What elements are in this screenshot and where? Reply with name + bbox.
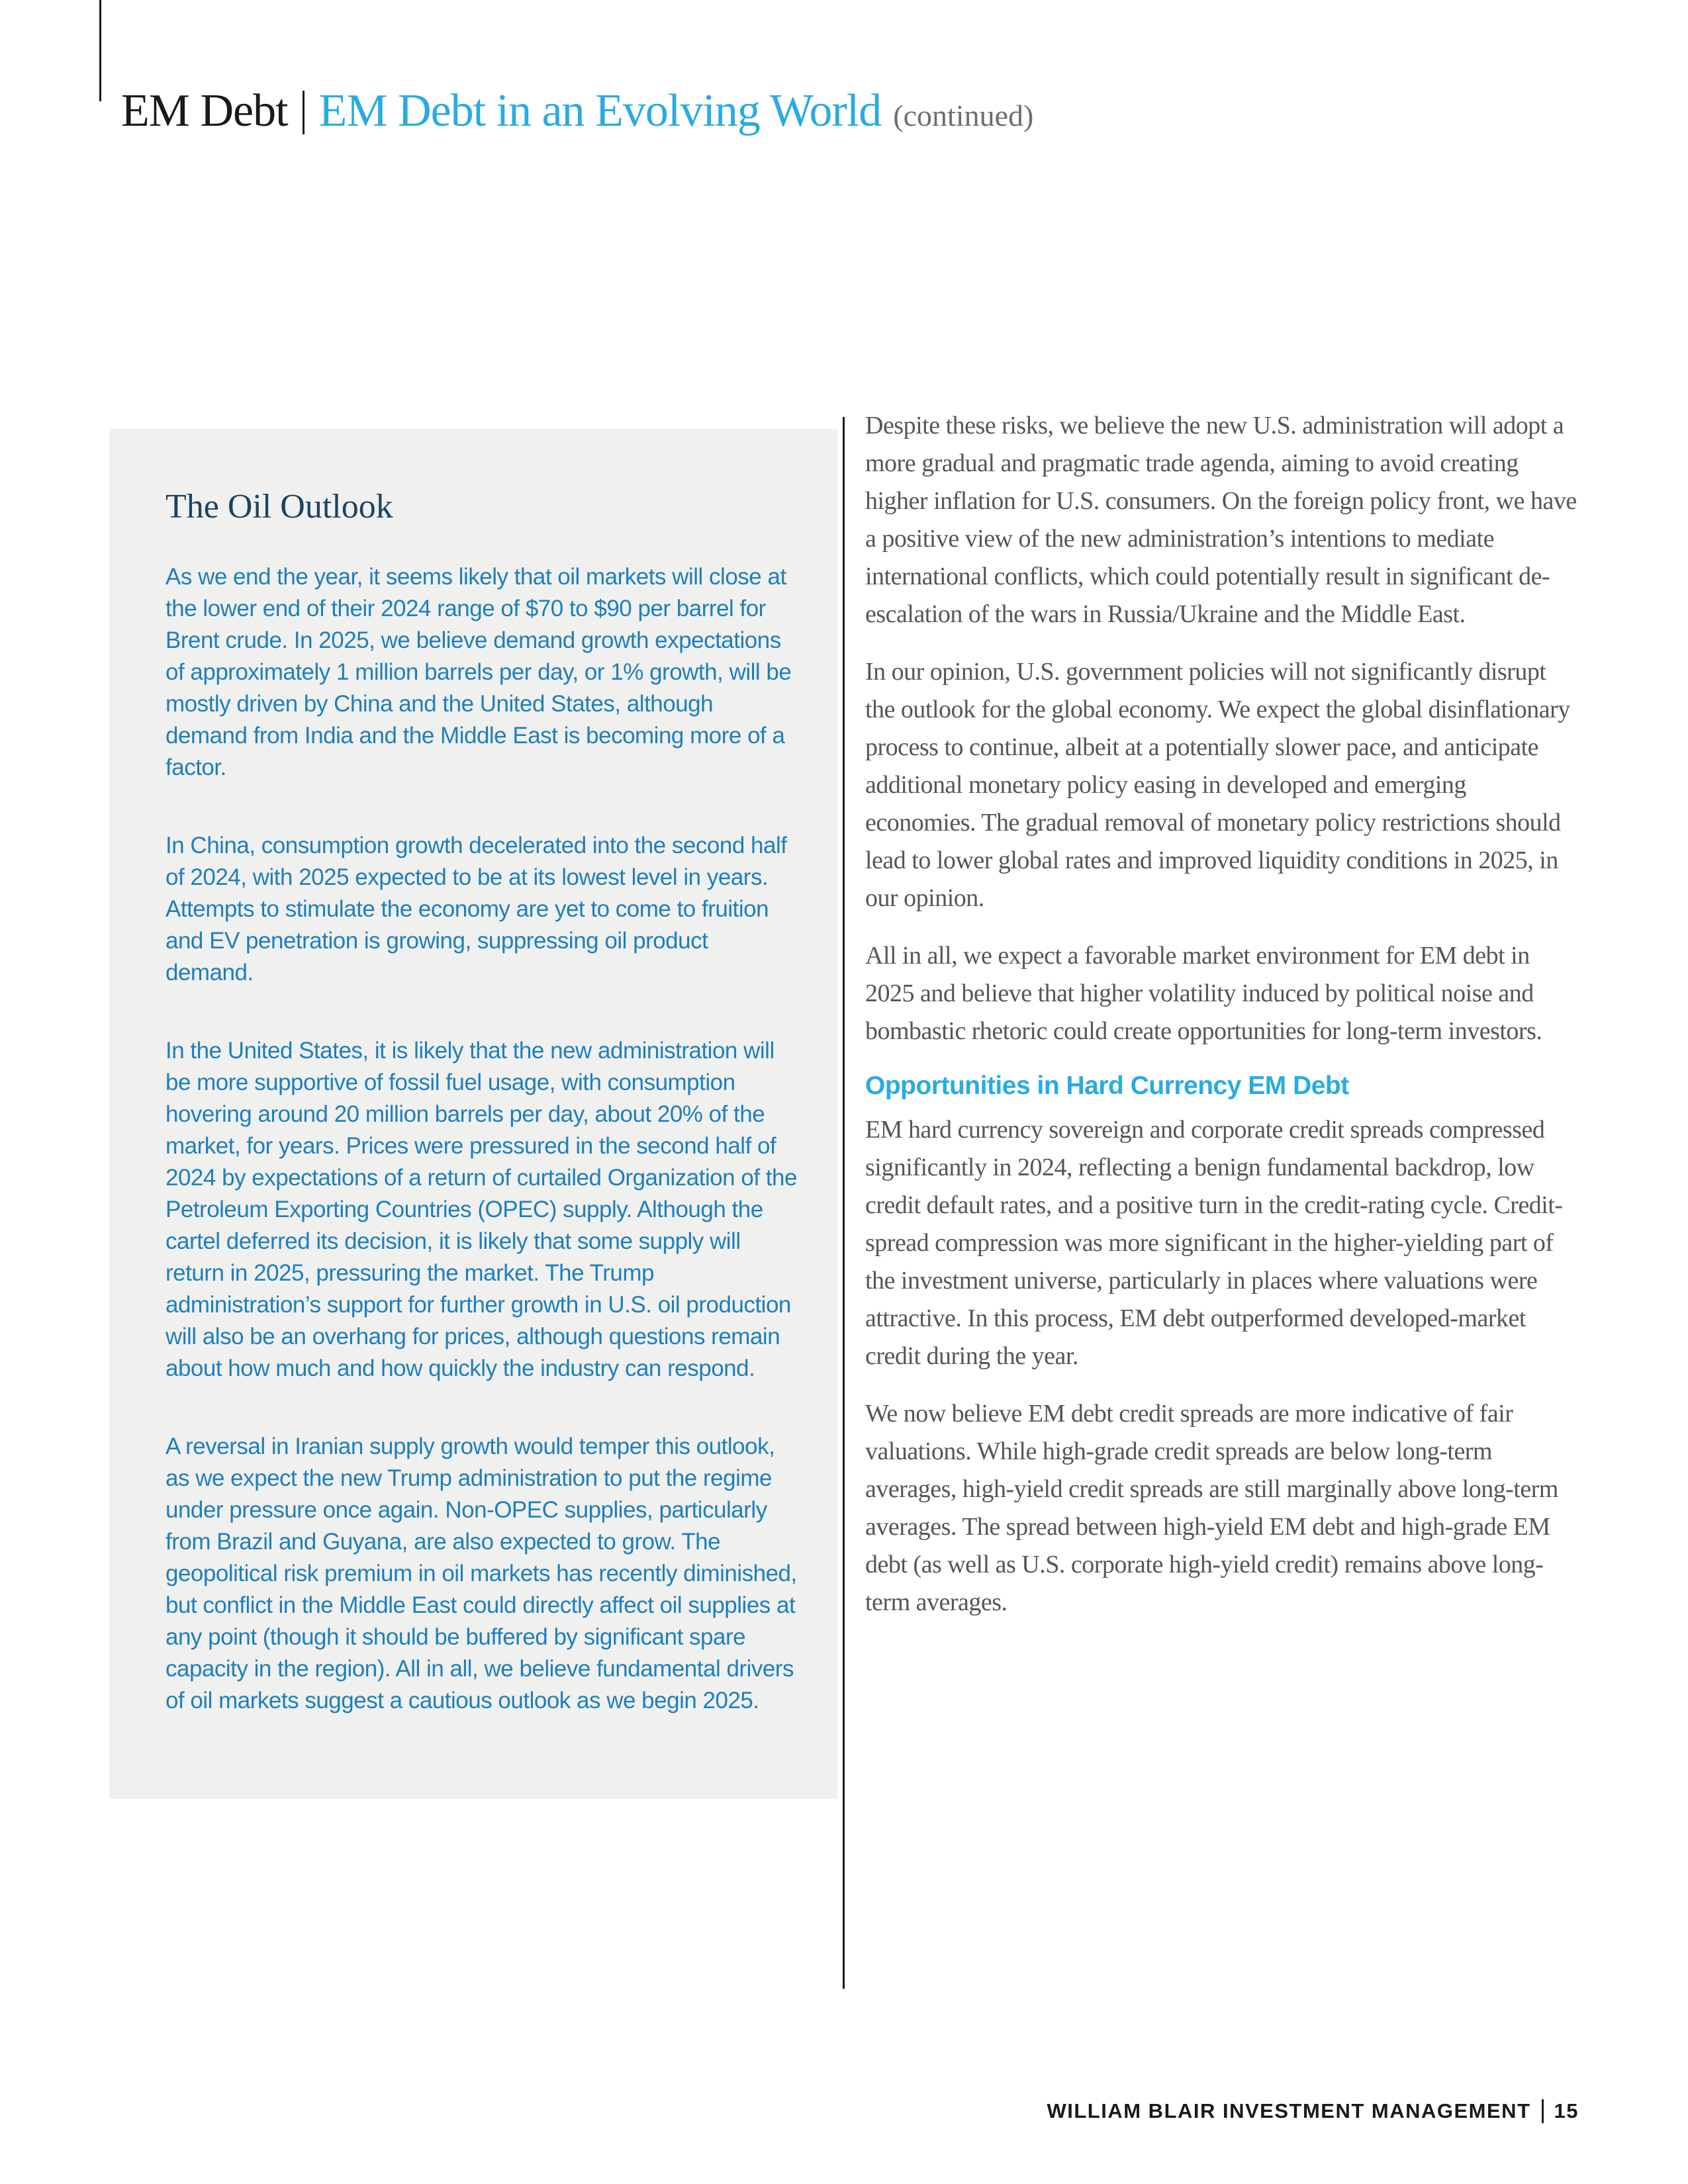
page-footer — [1047, 2097, 1579, 2126]
page-title: EM Debt in an Evolving World — [318, 85, 882, 136]
body-paragraph-4: EM hard currency sovereign and corporate credit spreads compressed significantly in 2024, reflecting a benign fundamental backdrop, low credit default rates, and a positive turn in the credit-rating cycle. Credit-spread compression was more significant in the higher-yielding part of the investment universe, particularly in places where valuations were attractive. In this process, EM debt outperformed developed-market credit during the year. — [865, 1116, 1563, 1370]
body-paragraph-3: All in all, we expect a favorable market environment for EM debt in 2025 and believe that higher volatility induced by political noise and bombastic rhetoric could create opportunities for long-term investors. — [865, 942, 1542, 1045]
footer-divider-bar — [1542, 2099, 1544, 2123]
footer-company: WILLIAM BLAIR INVESTMENT MANAGEMENT — [1047, 2099, 1531, 2122]
page-edge-rule — [99, 0, 101, 101]
main-column — [865, 407, 1580, 1641]
callout-title: The Oil Outlook — [165, 488, 393, 525]
section-label: EM Debt — [121, 85, 288, 136]
callout-paragraph-4: A reversal in Iranian supply growth would temper this outlook, as we expect the new Trump administration to put the regime under pressure once again. Non-OPEC supplies, particularly from Brazil and Guyana, are also expected to grow. The geopolitical risk premium in oil markets has recently diminished, but conflict in the Middle East could directly affect oil supplies at any point (though it should be buffered by significant spare capacity in the region). All in all, we believe fundamental drivers of oil markets suggest a cautious outlook as we begin 2025. — [165, 1433, 797, 1713]
body-paragraph-1: Despite these risks, we believe the new U.S. administration will adopt a more gradual and pragmatic trade agenda, aiming to avoid creating higher inflation for U.S. consumers. On the foreign policy front, we have a positive view of the new administration’s intentions to mediate international conflicts, which could potentially result in significant de-escalation of the wars in Russia/Ukraine and the Middle East. — [865, 412, 1577, 628]
callout-paragraph-2: In China, consumption growth decelerated into the second half of 2024, with 2025 expected to be at its lowest level in years. Attempts to stimulate the economy are yet to come to fruition and EV penetration is growing, suppressing oil product demand. — [165, 833, 787, 985]
header-divider-bar — [303, 91, 305, 134]
body-paragraph-2: In our opinion, U.S. government policies will not significantly disrupt the outlook for the global economy. We expect the global disinflationary process to continue, albeit at a potentially slower pace, and anticipate additional monetary policy easing in developed and emerging economies. The gradual removal of monetary policy restrictions should lead to lower global rates and improved liquidity conditions in 2025, in our opinion. — [865, 658, 1570, 912]
callout-paragraph-3: In the United States, it is likely that the new administration will be more supportive of fossil fuel usage, with consumption hovering around 20 million barrels per day, about 20% of the market, for years. Prices were pressured in the second half of 2024 by expectations of a return of curtailed Organization of the Petroleum Exporting Countries (OPEC) supply. Although the cartel deferred its decision, it is likely that some supply will return in 2025, pressuring the market. The Trump administration’s support for further growth in U.S. oil production will also be an overhang for prices, although questions remain about how much and how quickly the industry can respond. — [165, 1038, 797, 1381]
page-header — [121, 85, 1033, 138]
footer-page-number: 15 — [1554, 2099, 1579, 2122]
subheading-hard-currency-em-debt: Opportunities in Hard Currency EM Debt — [865, 1071, 1349, 1100]
callout-paragraph-1: As we end the year, it seems likely that oil markets will close at the lower end of their 2024 range of $70 to $90 per barrel for Brent crude. In 2025, we believe demand growth expectations of approximately 1 million barrels per day, or 1% growth, will be mostly driven by China and the United States, although demand from India and the Middle East is becoming more of a factor. — [165, 564, 792, 780]
body-paragraph-5: We now believe EM debt credit spreads are more indicative of fair valuations. While high-grade credit spreads are below long-term averages, high-yield credit spreads are still marginally above long-term averages. The spread between high-yield EM debt and high-grade EM debt (as well as U.S. corporate high-yield credit) remains above long-term averages. — [865, 1400, 1558, 1616]
oil-outlook-callout — [109, 429, 837, 1799]
page-title-suffix: (continued) — [893, 99, 1034, 132]
column-divider-rule — [843, 417, 845, 1989]
